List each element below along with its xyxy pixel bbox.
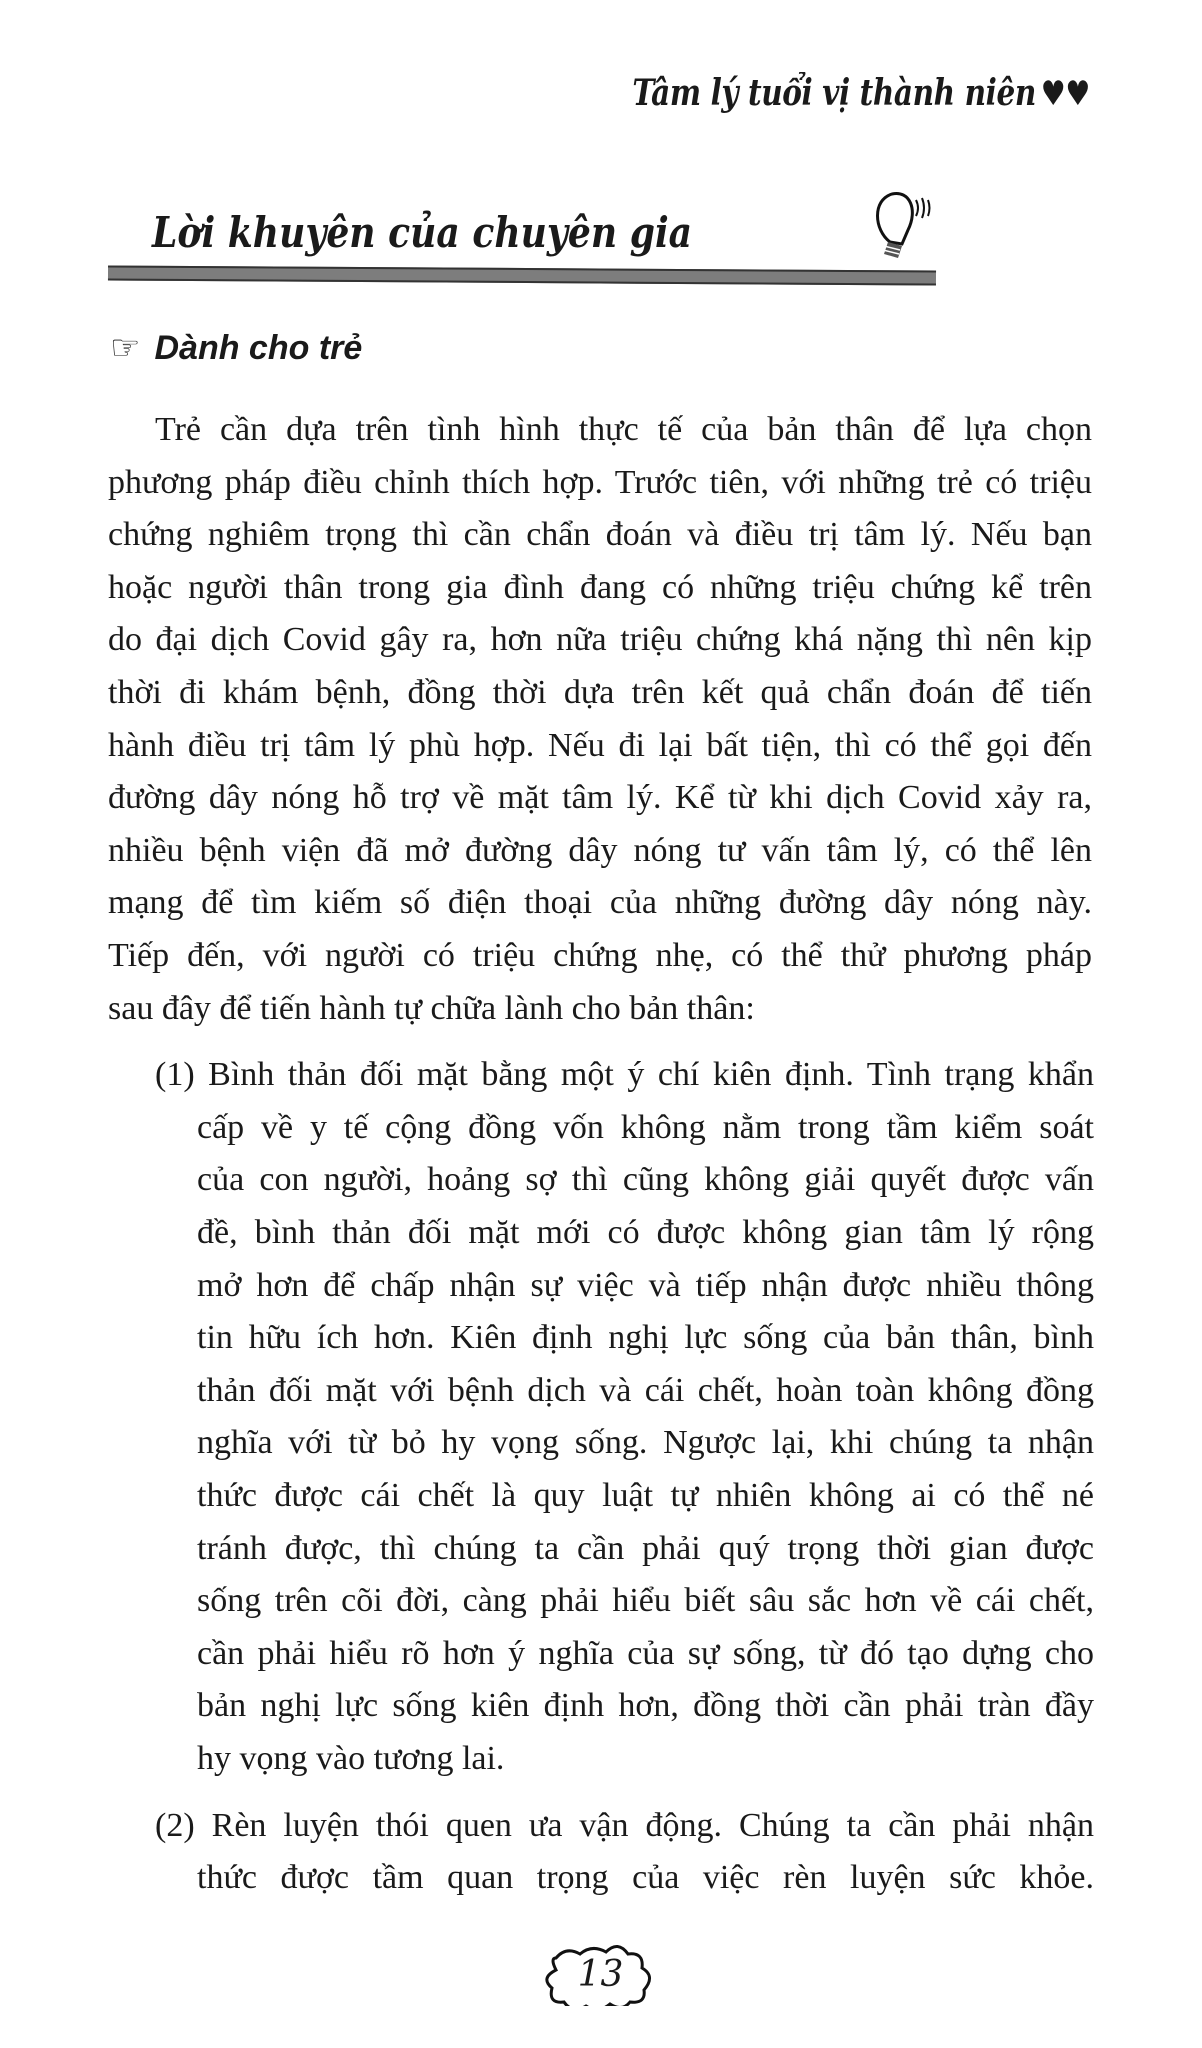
text-line: mạng để tìm kiếm số điện thoại của những đường dây nóng này. <box>108 884 1092 922</box>
pointing-hand-icon: ☞ <box>110 329 141 367</box>
text-line: tin hữu ích hơn. Kiên định nghị lực sống của bản thân, bình <box>197 1319 1094 1357</box>
text-line: (1) Bình thản đối mặt bằng một ý chí kiên định. Tình trạng khẩn <box>155 1056 1094 1094</box>
text-line: đường dây nóng hỗ trợ về mặt tâm lý. Kể từ khi dịch Covid xảy ra, <box>108 779 1092 817</box>
page-number-badge <box>538 1944 663 2011</box>
text-line: tránh được, thì chúng ta cần phải quý trọng thời gian được <box>197 1529 1094 1567</box>
text-line: hy vọng vào tương lai. <box>197 1740 505 1777</box>
page-number: 13 <box>577 1954 624 1995</box>
text-line: hành điều trị tâm lý phù hợp. Nếu đi lại bất tiện, thì có thể gọi đến <box>108 726 1092 764</box>
text-line: thời đi khám bệnh, đồng thời dựa trên kết quả chẩn đoán để tiến <box>108 674 1092 711</box>
hearts-icon: ♥♥ <box>1040 74 1090 114</box>
text-line: phương pháp điều chỉnh thích hợp. Trước tiên, với những trẻ có triệu <box>108 463 1092 501</box>
text-line: sau đây để tiến hành tự chữa lành cho bản thân: <box>108 989 755 1027</box>
text-line: nhiều bệnh viện đã mở đường dây nóng tư vấn tâm lý, có thể lên <box>108 831 1092 869</box>
text-line: mở hơn để chấp nhận sự việc và tiếp nhận được nhiều thông <box>197 1266 1094 1304</box>
text-line: thản đối mặt với bệnh dịch và cái chết, hoàn toàn không đồng <box>197 1371 1094 1409</box>
title-divider <box>108 265 936 285</box>
text-line: hoặc người thân trong gia đình đang có những triệu chứng kể trên <box>108 568 1092 606</box>
lightbulb-icon <box>868 186 938 266</box>
text-line: nghĩa với từ bỏ hy vọng sống. Ngược lại, khi chúng ta nhận <box>197 1424 1094 1462</box>
text-line: sống trên cõi đời, càng phải hiểu biết sâu sắc hơn về cái chết, <box>197 1582 1094 1620</box>
subheading-text: Dành cho trẻ <box>154 329 363 367</box>
text-line: do đại dịch Covid gây ra, hơn nữa triệu chứng khá nặng thì nên kịp <box>108 621 1092 659</box>
text-line: thức được cái chết là quy luật tự nhiên không ai có thể né <box>197 1477 1094 1514</box>
running-header <box>632 72 1090 114</box>
text-line: Tiếp đến, với người có triệu chứng nhẹ, có thể thử phương pháp <box>108 937 1092 974</box>
text-line: của con người, hoảng sợ thì cũng không giải quyết được vấn <box>197 1161 1094 1199</box>
text-line: đề, bình thản đối mặt mới có được không gian tâm lý rộng <box>197 1214 1094 1251</box>
text-line: Trẻ cần dựa trên tình hình thực tế của bản thân để lựa chọn <box>155 411 1092 448</box>
text-line: cần phải hiểu rõ hơn ý nghĩa của sự sống, từ đó tạo dựng cho <box>197 1634 1094 1672</box>
running-header-text: Tâm lý tuổi vị thành niên <box>632 72 1036 114</box>
text-line: thức được tầm quan trọng của việc rèn luyện sức khỏe. <box>197 1859 1094 1897</box>
text-line: cấp về y tế cộng đồng vốn không nằm trong tầm kiểm soát <box>197 1108 1094 1146</box>
text-line: bản nghị lực sống kiên định hơn, đồng thời cần phải tràn đầy <box>197 1687 1094 1725</box>
section-title: Lời khuyên của chuyên gia <box>152 208 693 257</box>
subheading <box>110 328 362 368</box>
text-line: chứng nghiêm trọng thì cần chẩn đoán và điều trị tâm lý. Nếu bạn <box>108 516 1092 554</box>
text-line: (2) Rèn luyện thói quen ưa vận động. Chúng ta cần phải nhận <box>155 1806 1094 1844</box>
